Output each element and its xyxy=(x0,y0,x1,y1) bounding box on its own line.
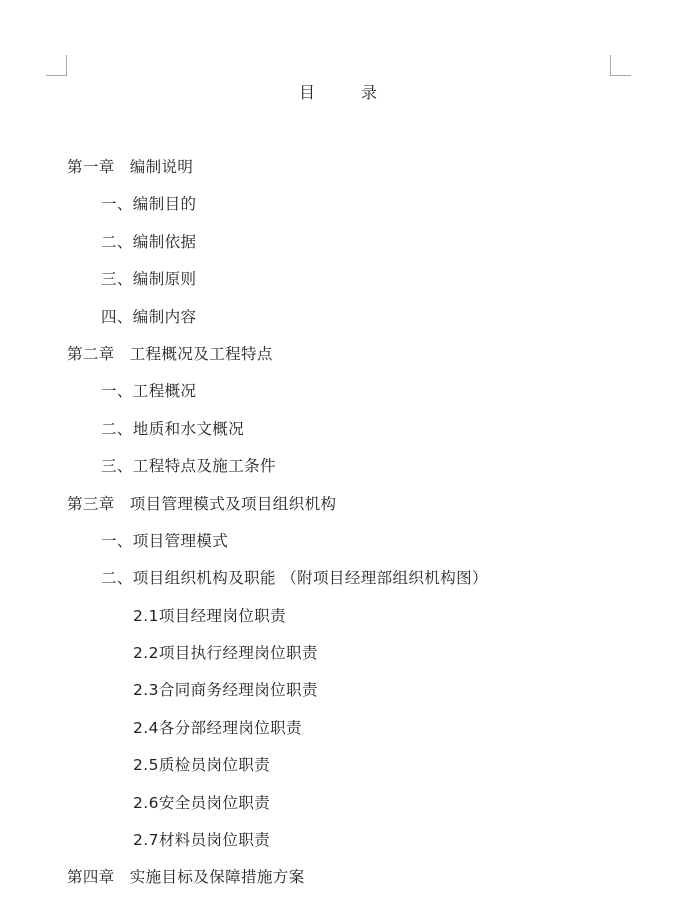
toc-subsection-entry[interactable] xyxy=(0,791,690,828)
toc-title-char: 录 xyxy=(361,83,378,102)
toc-chapter-entry[interactable] xyxy=(0,342,690,379)
toc-entry-text: 2.6安全员岗位职责 xyxy=(133,793,271,812)
toc-chapter-number: 第四章 xyxy=(67,868,115,887)
toc-section-entry[interactable] xyxy=(0,566,690,603)
toc-subsection-entry[interactable] xyxy=(0,753,690,790)
toc-section-entry[interactable] xyxy=(0,454,690,491)
toc-section-entry[interactable] xyxy=(0,417,690,454)
toc-section-entry[interactable] xyxy=(0,529,690,566)
toc-chapter-number: 第二章 xyxy=(67,344,115,363)
margin-corner-mark-top-right xyxy=(610,55,631,76)
toc-section-entry[interactable] xyxy=(0,267,690,304)
toc-chapter-number: 第三章 xyxy=(67,494,115,513)
toc-section-entry[interactable] xyxy=(0,192,690,229)
toc-entry-text: 2.7材料员岗位职责 xyxy=(133,831,271,850)
margin-corner-mark-top-left xyxy=(46,55,67,76)
toc-entry-text: 四、编制内容 xyxy=(101,307,197,326)
toc-entry-text: 三、工程特点及施工条件 xyxy=(101,457,276,476)
toc-entry-text: 编制说明 xyxy=(129,158,194,176)
toc-entry-text: 2.5质检员岗位职责 xyxy=(133,756,271,775)
toc-chapter-entry[interactable] xyxy=(0,865,690,902)
toc-title xyxy=(0,82,676,104)
toc-title-char: 目 xyxy=(298,83,315,102)
toc-section-entry[interactable] xyxy=(0,379,690,416)
toc-entry-text: 2.3合同商务经理岗位职责 xyxy=(133,681,318,700)
toc-section-entry[interactable] xyxy=(0,230,690,267)
toc-entry-text: 项目管理模式及项目组织机构 xyxy=(129,494,337,513)
toc-entry-text: 三、编制原则 xyxy=(101,270,197,289)
toc-entry-text: 2.1项目经理岗位职责 xyxy=(133,606,287,625)
toc-entry-text: 工程概况及工程特点 xyxy=(129,344,273,363)
toc-section-entry[interactable] xyxy=(0,305,690,342)
toc-subsection-entry[interactable] xyxy=(0,828,690,865)
toc-chapter-entry[interactable] xyxy=(0,492,690,529)
toc-subsection-entry[interactable] xyxy=(0,641,690,678)
toc-entry-text: 二、编制依据 xyxy=(101,232,197,251)
toc-chapter-number: 第一章 xyxy=(67,158,115,176)
toc-entry-text: 一、项目管理模式 xyxy=(101,531,229,550)
toc-entry-text: 二、项目组织机构及职能 （附项目经理部组织机构图） xyxy=(101,569,488,588)
toc-chapter-entry[interactable] xyxy=(0,155,690,192)
toc-subsection-entry[interactable] xyxy=(0,716,690,753)
toc-entry-text: 2.4各分部经理岗位职责 xyxy=(133,718,302,737)
toc-subsection-entry[interactable] xyxy=(0,604,690,641)
toc-entry-text: 2.2项目执行经理岗位职责 xyxy=(133,644,318,663)
toc-subsection-entry[interactable] xyxy=(0,678,690,715)
toc-entry-text: 一、编制目的 xyxy=(101,195,197,214)
toc-entry-text: 一、工程概况 xyxy=(101,382,197,401)
toc-entry-text: 二、地质和水文概况 xyxy=(101,419,245,438)
toc-entry-text: 实施目标及保障措施方案 xyxy=(129,868,305,887)
table-of-contents xyxy=(0,155,690,903)
